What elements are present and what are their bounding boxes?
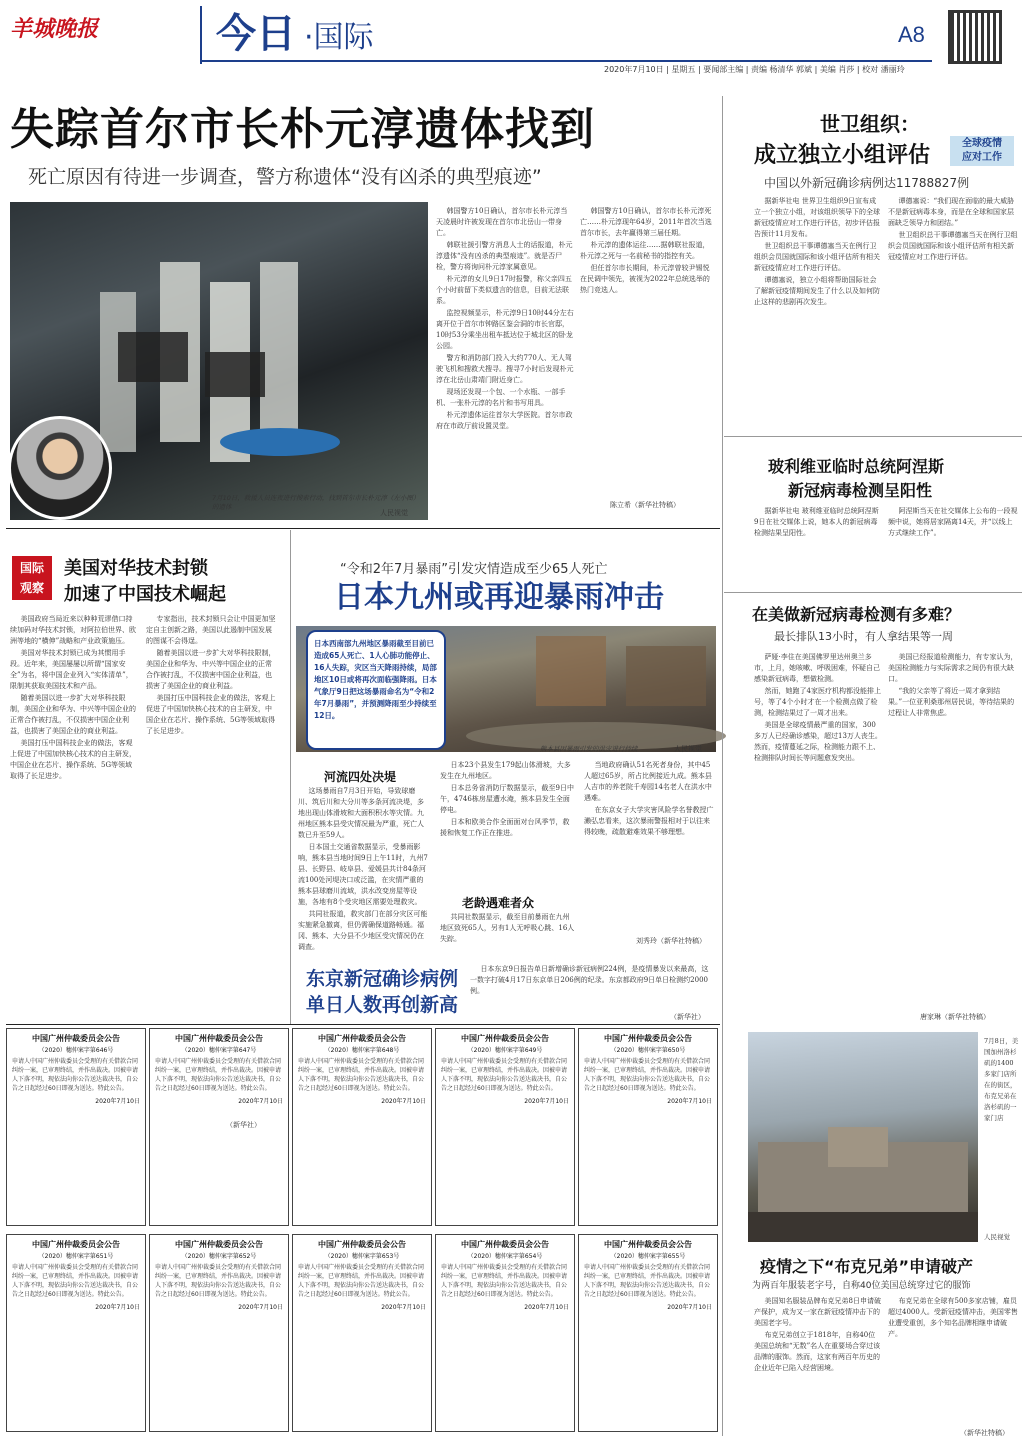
notice-date: 2020年7月10日 — [381, 1098, 426, 1105]
lead-paragraph: 现场还发现一个包、一个水瓶、一部手机、一张朴元淳的名片和书写用具。 — [436, 388, 566, 407]
lead-paragraph: 韩国警方10日确认，首尔市长朴元淳死亡……朴元淳现年64岁，2011年首次当选首尔市长，去年赢得第三届任期。 — [580, 207, 712, 237]
tokyo-byline: （新华社） — [670, 1013, 705, 1021]
lead-paragraph: 韩国警方10日确认，首尔市长朴元淳当天凌晨时许被发现在首尔市北岳山一带身亡。 — [436, 207, 568, 237]
tech-paragraph: 美国打压中国科技企业的做法，客观上促进了中国加快核心技术的自主研发，中国企业在芯片、操作系统、5G等领域取得了长足进步。 — [146, 694, 276, 735]
rule-notices-top — [6, 1024, 720, 1025]
testing-headline: 在美做新冠病毒检测有多难？ — [752, 605, 961, 624]
tech-paragraph: 美国对华技术封锁已成为其惯用手段。近年来，美国屡屡以所谓“国家安全”为名，将中国企业列入“实体清单”，限制其获取美国技术和产品。 — [10, 649, 133, 690]
japan-paragraph: 当地政府确认51名死者身份，其中45人超过65岁，所占比例接近九成。熊本县人吉市的养老院千寿园14名老人在洪水中遇难。 — [584, 761, 712, 802]
testing-paragraph: 美国已经报道检测能力，有专家认为，美国检测能力与实际需求之间仍有很大缺口。 — [888, 653, 1018, 683]
qr-code — [948, 10, 1002, 64]
masthead — [0, 0, 1024, 96]
notice-date: 2020年7月10日 — [238, 1098, 283, 1105]
lead-paragraph: 监控视频显示，朴元淳9日10时44分左右离开位于首尔市钟路区鉴会洞的市长官邸，10时53分乘坐出租车抵达位于城北区的卧龙公园。 — [436, 309, 574, 350]
arbitration-notice — [149, 1028, 289, 1226]
japan-summary: 日本西南部九州地区暴雨截至目前已造成65人死亡、1人心肺功能停止、16人失踪，灾区当天降雨持续，局部地区10日或将再次面临强降雨。日本气象厅9日把这场暴雨命名为“令和2年7月暴雨”，并预测降雨至少持续至12日。 — [314, 639, 437, 720]
notice-text: 申请人中国广州仲裁委员会受理的有关借款合同纠纷一案，已审理终结，并作出裁决。因被申请人下落不明，现依法向你公告送达裁决书，自公告之日起经过60日即视为送达。特此公告。 — [441, 1058, 568, 1092]
arbitration-notice — [292, 1234, 432, 1432]
lead-paragraph: 韩联社援引警方消息人士的话报道，朴元淳遗体“没有凶杀的典型痕迹”。就是否尸检，警方将询问朴元淳家属意见。 — [436, 241, 573, 271]
notice-date: 2020年7月10日 — [238, 1304, 283, 1311]
rule-lead-bottom — [6, 528, 720, 529]
who-headline-line2: 成立独立小组评估 — [754, 143, 931, 168]
who-subhead: 中国以外新冠确诊病例达11788827例 — [764, 176, 970, 190]
notice-text: 申请人中国广州仲裁委员会受理的有关借款合同纠纷一案，已审理终结，并作出裁决。因被申请人下落不明，现依法向你公告送达裁决书，自公告之日起经过60日即视为送达。特此公告。 — [584, 1264, 711, 1298]
lead-photo-credit: 人民视觉 — [380, 509, 408, 517]
notice-text: 申请人中国广州仲裁委员会受理的有关借款合同纠纷一案，已审理终结，并作出裁决。因被申请人下落不明，现依法向你公告送达裁决书，自公告之日起经过60日即视为送达。特此公告。 — [12, 1264, 139, 1298]
who-badge-line1: 全球疫情 — [962, 138, 1002, 149]
notice-text: 申请人中国广州仲裁委员会受理的有关借款合同纠纷一案，已审理终结，并作出裁决。因被申请人下落不明，现依法向你公告送达裁决书，自公告之日起经过60日即视为送达。特此公告。 — [155, 1058, 282, 1092]
notice-number: （2020）穗仲案字第649号 — [467, 1047, 543, 1054]
japan-headline: 日本九州或再迎暴雨冲击 — [334, 580, 664, 615]
notice-number: （2020）穗仲案字第654号 — [467, 1253, 543, 1260]
who-body-col1 — [754, 196, 882, 432]
lead-paragraph: 朴元淳遗体运往首尔大学医院。首尔市政府在市政厅前设置灵堂。 — [436, 411, 573, 430]
tech-paragraph: 随着美国以进一步扩大对华科技限制，美国企业和华为、中兴等中国企业的正常合作被打乱，不仅损害中国企业利益，也损害了美国企业的商业利益。 — [146, 649, 276, 690]
japan-sub2: 老龄遇难者众 — [462, 896, 535, 910]
tech-headline-line2: 加速了中国技术崛起 — [64, 584, 226, 605]
brooks-subhead: 为两百年服装老字号，自称40位美国总统穿过它的服饰 — [752, 1281, 971, 1291]
notice-text: 申请人中国广州仲裁委员会受理的有关借款合同纠纷一案，已审理终结，并作出裁决。因被申请人下落不明，现依法向你公告送达裁决书，自公告之日起经过60日即视为送达。特此公告。 — [155, 1264, 282, 1298]
section-subtitle: ·国际 — [304, 20, 374, 55]
notice-title: 中国广州仲裁委员会公告 — [604, 1240, 692, 1249]
arbitration-notice — [578, 1028, 718, 1226]
japan-small-note — [440, 912, 576, 948]
tokyo-headline-line2: 单日人数再创新高 — [306, 994, 459, 1016]
lead-body-col2 — [580, 206, 716, 506]
brooks-photo-credit: 人民视觉 — [984, 1233, 1010, 1241]
notice-title: 中国广州仲裁委员会公告 — [175, 1034, 263, 1043]
who-paragraph: 世卫组织总干事谭德塞当天在例行卫组织会员国就国际和该小组评估所有相关新冠疫情应对工作进行评估。 — [754, 242, 880, 272]
notice-number: （2020）穗仲案字第651号 — [38, 1253, 114, 1260]
bolivia-paragraph: 据新华社电 玻利维亚临时总统阿涅斯9日在社交媒体上说，她本人的新冠病毒检测结果呈阳性。 — [754, 507, 879, 537]
notice-title: 中国广州仲裁委员会公告 — [461, 1034, 549, 1043]
bolivia-headline-line1: 玻利维亚临时总统阿涅斯 — [768, 457, 945, 476]
notice-date: 2020年7月10日 — [95, 1304, 140, 1311]
tech-tag-line1: 国际 — [19, 561, 44, 575]
tech-block — [10, 540, 280, 830]
japan-sub1: 河流四处决堤 — [324, 770, 397, 784]
testing-paragraph: “我的父亲等了将近一周才拿到结果。”一位亚利桑那州居民说，等待结果的过程让人非常焦虑。 — [888, 687, 1015, 717]
notice-date: 2020年7月10日 — [667, 1304, 712, 1311]
japan-paragraph: 日本和欧美合作全面面对台风季节，救援和恢复工作正在推进。 — [440, 818, 570, 837]
tech-paragraph: 美国打压中国科技企业的做法，客观上促进了中国加快核心技术的自主研发，中国企业在芯片、操作系统、5G等领域取得了长足进步。 — [10, 739, 136, 780]
notice-title: 中国广州仲裁委员会公告 — [32, 1034, 120, 1043]
brooks-photo — [748, 1032, 978, 1242]
notice-date: 2020年7月10日 — [667, 1098, 712, 1105]
notice-number: （2020）穗仲案字第652号 — [181, 1253, 257, 1260]
notice-number: （2020）穗仲案字第647号 — [181, 1047, 257, 1054]
street-scene-illustration — [748, 1032, 978, 1242]
bolivia-headline-line2: 新冠病毒检测呈阳性 — [788, 481, 933, 500]
japan-paragraph: 共同社报道，救灾部门在部分灾区可能实施紧急撤离，但仍需确保道路畅通。福冈、熊本、大分县不少地区受灾情况仍在调查。 — [298, 910, 428, 951]
masthead-rule — [200, 60, 932, 62]
notice-date: 2020年7月10日 — [95, 1098, 140, 1105]
who-headline-line1: 世卫组织： — [820, 112, 920, 136]
japan-paragraph: 日本23个县发生179起山体滑坡，大多发生在九州地区。 — [440, 761, 571, 780]
brooks-paragraph: 美国知名服装品牌布克兄弟8日申请破产保护，成为又一家在新冠疫情冲击下的美国老字号。 — [754, 1297, 881, 1327]
section-title: 今日 — [216, 11, 296, 57]
japan-kicker: “令和2年7月暴雨”引发灾情造成至少65人死亡 — [340, 562, 608, 577]
brooks-body-col1 — [754, 1296, 882, 1436]
notice-number: （2020）穗仲案字第648号 — [324, 1047, 400, 1054]
notice-title: 中国广州仲裁委员会公告 — [318, 1034, 406, 1043]
arbitration-notice — [435, 1234, 575, 1432]
notice-number: （2020）穗仲案字第650号 — [610, 1047, 686, 1054]
who-block — [724, 96, 1024, 436]
lead-subhead: 死亡原因有待进一步调查，警方称遗体“没有凶杀的典型痕迹” — [28, 166, 542, 188]
who-paragraph: 据新华社电 世界卫生组织9日宣布成立一个独立小组，对该组织领导下的全球新冠疫情应对工作进行评估，初步评估报告预计11月发布。 — [754, 197, 880, 238]
rule-who-bottom — [724, 436, 1022, 437]
notice-date: 2020年7月10日 — [381, 1304, 426, 1311]
japan-body-col1 — [298, 786, 428, 951]
arbitration-notice — [292, 1028, 432, 1226]
lead-paragraph: 警方和消防部门投入大约770人、无人驾驶飞机和搜救犬搜寻。搜寻7小时后发现朴元淳在北岳山肃靖门附近身亡。 — [436, 354, 574, 384]
lead-headline: 失踪首尔市长朴元淳遗体找到 — [10, 104, 595, 155]
newspaper-logo: 羊城晚报 — [10, 16, 99, 42]
brooks-byline: （新华社特稿） — [960, 1429, 1009, 1437]
japan-body-col2 — [440, 760, 576, 888]
rule-right-col — [722, 96, 723, 1436]
notices-area — [6, 1028, 720, 1438]
who-badge — [950, 136, 1014, 166]
notice-title: 中国广州仲裁委员会公告 — [604, 1034, 692, 1043]
arbitration-notice — [6, 1028, 146, 1226]
page-number: A8 — [898, 22, 925, 47]
bolivia-body-col1 — [754, 506, 882, 584]
notice-date: 2020年7月10日 — [524, 1098, 569, 1105]
lead-paragraph: 但任首尔市长期间，朴元淳曾较尹锡悦在民调中领先，被视为2022年总统选举的热门竞选人。 — [580, 264, 710, 294]
bolivia-body-col2 — [888, 506, 1018, 584]
testing-paragraph: 然而，她跑了4家医疗机构都没能排上号，等了4个小时才在一个检测点做了检测，检测结果过了一周才出来。 — [754, 687, 881, 717]
tech-paragraph: 美国政府当局近来以种种荒谬借口持续加码对华技术封锁，对阿拉伯世界、欧洲等地的“横伸”战略和产业政策施压。 — [10, 615, 136, 645]
tech-headline-line1: 美国对华技术封锁 — [64, 558, 208, 579]
tech-byline: （新华社） — [226, 1121, 261, 1129]
bolivia-block — [724, 440, 1024, 590]
japan-byline: 刘秀玲（新华社特稿） — [636, 937, 706, 945]
japan-paragraph: 共同社数据显示，截至目前暴雨在九州地区致死65人，另有1人无呼吸心跳、16人失踪。 — [440, 913, 575, 943]
lead-paragraph: 朴元淳的遗体运往……据韩联社报道，朴元淳之死与一名前秘书的指控有关。 — [580, 241, 710, 260]
notice-title: 中国广州仲裁委员会公告 — [318, 1240, 406, 1249]
rule-tech-right — [290, 530, 291, 1024]
tokyo-body — [470, 964, 710, 1014]
brooks-body-col2 — [888, 1296, 1018, 1428]
lead-paragraph: 朴元淳的女儿9日17时报警，称父亲四五个小时前留下类似遗言的信息，目前无法联系。 — [436, 275, 572, 305]
logo-divider — [200, 6, 202, 64]
arbitration-notice — [435, 1028, 575, 1226]
testing-paragraph: 美国是全球疫情最严重的国家，300多万人已经确诊感染，超过13万人丧生。然而，疫情蔓延之际，检测能力跟不上、检测排队时间长等问题愈发突出。 — [754, 721, 882, 762]
testing-subhead: 最长排队13小时，有人拿结果等一周 — [774, 630, 953, 643]
arbitration-notice — [6, 1234, 146, 1432]
brooks-headline: 疫情之下“布克兄弟”申请破产 — [760, 1257, 974, 1276]
notice-number: （2020）穗仲案字第655号 — [610, 1253, 686, 1260]
lead-body-col1 — [436, 206, 574, 516]
testing-paragraph: 萨娅·李住在美国佛罗里达州奥兰多市，上月，她咳嗽、呼吸困难，怀疑自己感染新冠病毒，想做检测。 — [754, 653, 880, 683]
tech-paragraph: 专家指出，技术封锁只会让中国更加坚定自主创新之路，美国以此遏制中国发展的图谋不会得逞。 — [146, 615, 276, 645]
notice-date: 2020年7月10日 — [524, 1304, 569, 1311]
notice-text: 申请人中国广州仲裁委员会受理的有关借款合同纠纷一案，已审理终结，并作出裁决。因被申请人下落不明，现依法向你公告送达裁决书，自公告之日起经过60日即视为送达。特此公告。 — [298, 1058, 425, 1092]
arbitration-notice — [578, 1234, 718, 1432]
who-paragraph: 谭德塞说：“我们现在面临的最大威胁不是新冠病毒本身，而是在全球和国家层面缺乏领导力和团结。” — [888, 197, 1015, 227]
who-badge-line2: 应对工作 — [962, 152, 1002, 163]
brooks-paragraph: 布克兄弟在全球有500多家店铺，雇员超过4000人。受新冠疫情冲击，美国零售业遭受重创，多个知名品牌相继申请破产。 — [888, 1297, 1018, 1338]
japan-summary-box — [306, 630, 446, 750]
japan-body-col3 — [584, 760, 716, 938]
arbitration-notice — [149, 1234, 289, 1432]
tech-paragraph: 随着美国以进一步扩大对华科技限制，美国企业和华为、中兴等中国企业的正常合作被打乱，不仅损害中国企业利益，也损害了美国企业的商业利益。 — [10, 694, 136, 735]
lead-photo-caption: 7月10日，救援人员连夜进行搜索行动，找到首尔市长朴元淳（左小图）的遗体 — [212, 494, 420, 511]
notice-text: 申请人中国广州仲裁委员会受理的有关借款合同纠纷一案，已审理终结，并作出裁决。因被申请人下落不明，现依法向你公告送达裁决书，自公告之日起经过60日即视为送达。特此公告。 — [441, 1264, 568, 1298]
bolivia-paragraph: 阿涅斯当天在社交媒体上公布的一段视频中说，她将居家隔离14天，并“以线上方式继续工作”。 — [888, 507, 1018, 537]
japan-paragraph: 日本总务省消防厅数据显示，截至9日中午，4746栋房屋遭水淹，熊本县发生全面停电。 — [440, 784, 574, 814]
tokyo-paragraph: 日本东京9日报告单日新增确诊新冠病例224例，是疫情暴发以来最高，这一数字打破4月17日东京单日206例的纪录。东京都政府9日单日检测约2000例。 — [470, 965, 709, 995]
lead-byline: 陈立希（新华社特稿） — [610, 501, 680, 509]
tokyo-headline-line1: 东京新冠确诊病例 — [306, 968, 459, 990]
notice-number: （2020）穗仲案字第646号 — [38, 1047, 114, 1054]
japan-paragraph: 这场暴雨自7月3日开始，导致球磨川、筑后川和大分川等多条河流决堤，多地出现山体滑坡和大面积积水等灾情。九州地区熊本县受灾情况最为严重，死亡人数已升至59人。 — [298, 787, 424, 839]
notice-title: 中国广州仲裁委员会公告 — [175, 1240, 263, 1249]
brooks-paragraph: 布克兄弟创立于1818年，自称40位美国总统和“无数”名人在重要场合穿过该品牌的服饰。然而，这家有两百年历史的企业近年已陷入经营困境。 — [754, 1331, 881, 1372]
page-meta: 2020年7月10日 | 星期五 | 要闻部主编 | 责编 杨清华 郭斌 | 美编 肖莎 | 校对 潘丽玲 — [604, 65, 905, 74]
who-paragraph: 世卫组织总干事谭德塞当天在例行卫组织会员国就国际和该小组评估所有相关新冠疫情应对工作进行评估。 — [888, 231, 1018, 261]
who-paragraph: 谭德塞说，独立小组将帮助国际社会了解新冠疫情期间发生了什么以及如何防止这样的悲剧再次发生。 — [754, 276, 880, 306]
notice-text: 申请人中国广州仲裁委员会受理的有关借款合同纠纷一案，已审理终结，并作出裁决。因被申请人下落不明，现依法向你公告送达裁决书，自公告之日起经过60日即视为送达。特此公告。 — [12, 1058, 139, 1092]
japan-paragraph: 在东京女子大学灾害风险学名誉教授广濑弘忠看来，这次暴雨警报相对于以往来得较晚，疏散避难效果不够理想。 — [584, 806, 714, 836]
notice-title: 中国广州仲裁委员会公告 — [32, 1240, 120, 1249]
tech-tag-line2: 观察 — [19, 581, 44, 595]
testing-body-col2 — [888, 652, 1018, 1012]
notice-number: （2020）穗仲案字第653号 — [324, 1253, 400, 1260]
testing-body-col1 — [754, 652, 882, 1012]
testing-byline: 唐家琳（新华社特稿） — [920, 1013, 990, 1021]
japan-photo-credit: 人民视觉 — [674, 745, 702, 753]
tech-tag — [12, 556, 52, 600]
notice-text: 申请人中国广州仲裁委员会受理的有关借款合同纠纷一案，已审理终结，并作出裁决。因被申请人下落不明，现依法向你公告送达裁决书，自公告之日起经过60日即视为送达。特此公告。 — [298, 1264, 425, 1298]
notice-text: 申请人中国广州仲裁委员会受理的有关借款合同纠纷一案，已审理终结，并作出裁决。因被申请人下落不明，现依法向你公告送达裁决书，自公告之日起经过60日即视为送达。特此公告。 — [584, 1058, 711, 1092]
japan-photo-caption: 熊本县因暴雨引发的洪灾进行持续 — [540, 745, 638, 753]
japan-paragraph: 日本国土交通省数据显示，受暴雨影响，熊本县当地时间9日上午11时，九州7县、长野县、岐阜县、爱媛县共计84条河流100处河堤决口或泛滥，在灾情严重的熊本县球磨川流域，洪水改变房屋等设施，各地有8个受灾地区需要处理救灾。 — [298, 843, 428, 906]
rule-bolivia-bottom — [724, 592, 1022, 593]
brooks-caption-text: 7月8日，美国加州洛杉矶的1400多家门店所在的街区，布克兄弟在洛杉矶的一家门店 — [984, 1037, 1019, 1122]
who-body-col2 — [888, 196, 1018, 432]
brooks-photo-caption — [984, 1036, 1020, 1236]
inset-portrait — [8, 416, 112, 520]
notice-title: 中国广州仲裁委员会公告 — [461, 1240, 549, 1249]
